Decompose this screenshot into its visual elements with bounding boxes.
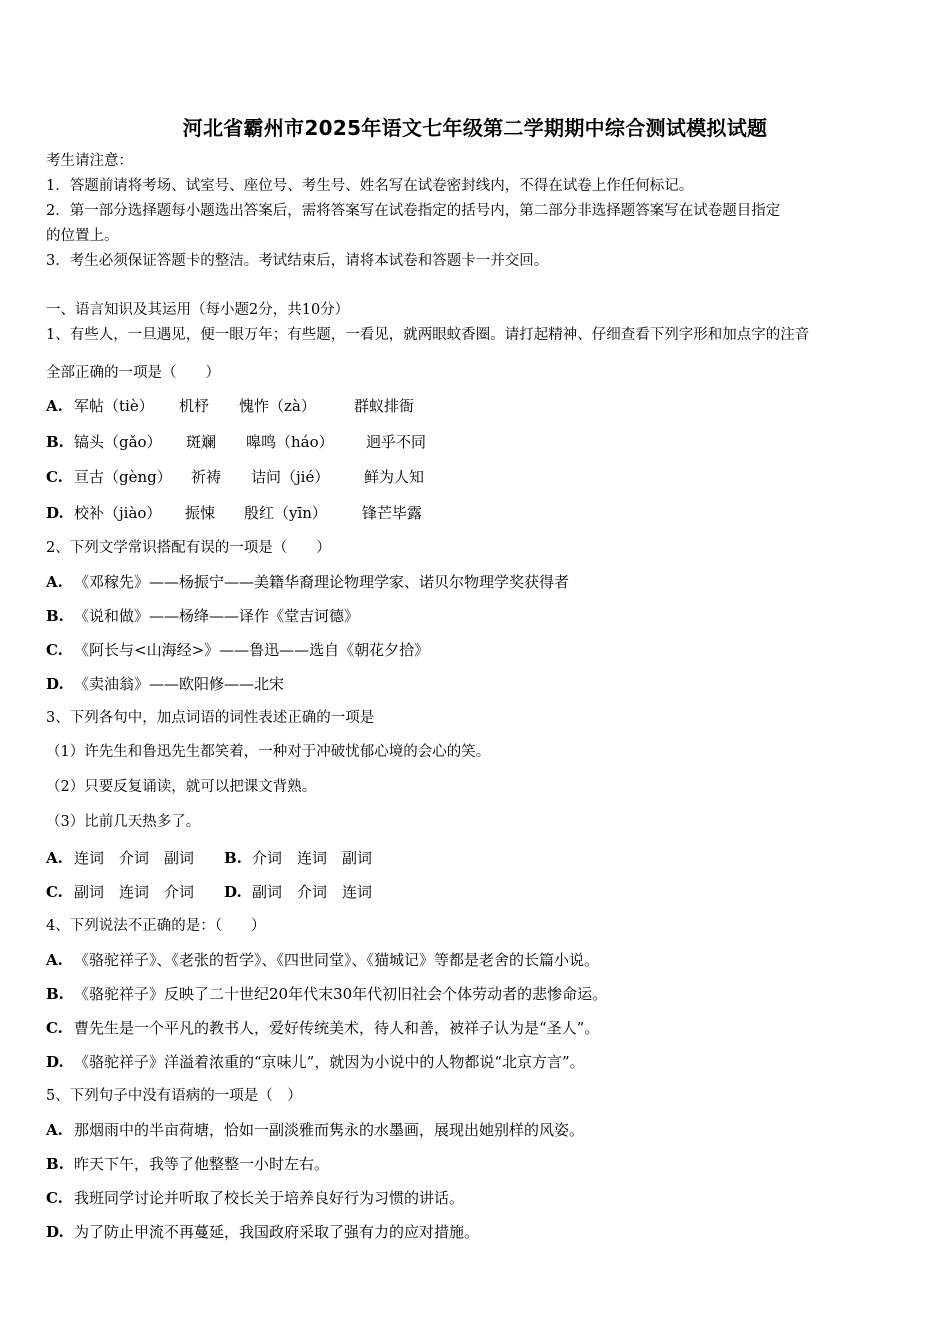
q2-option-a: [46, 572, 569, 592]
option-label: D.: [46, 1053, 64, 1071]
page-title: 河北省霸州市2025年语文七年级第二学期期中综合测试模拟试题: [182, 116, 768, 140]
option-label: A.: [46, 849, 63, 867]
option-label: D.: [46, 675, 64, 693]
option-text: 昨天下午，我等了他整整一小时左右。: [74, 1155, 330, 1173]
q2-option-b: [46, 606, 359, 626]
option-word: 镐头（gǎo）: [74, 433, 162, 451]
option-text: 《骆驼祥子》洋溢着浓重的“京味儿”，就因为小说中的人物都说“北京方言”。: [74, 1053, 585, 1071]
option-word: 迥乎不同: [366, 433, 427, 451]
option-text: 《邓稼先》——杨振宁——美籍华裔理论物理学家、诺贝尔物理学奖获得者: [74, 573, 570, 591]
option-label: B.: [46, 985, 64, 1003]
q1-stem-line-1: 1、有些人，一旦遇见，便一眼万年；有些题，一看见，就两眼蚊香圈。请打起精神、仔细查看下列字形和加点字的注音: [46, 327, 810, 343]
q1-option-b: [46, 432, 426, 452]
option-text: 副词 介词 连词: [252, 883, 373, 901]
option-word: 祈祷: [191, 468, 222, 486]
option-label: A.: [46, 573, 63, 591]
option-label: C.: [46, 1019, 63, 1037]
notice-item-1: 1．答题前请将考场、试室号、座位号、考生号、姓名写在试卷密封线内，不得在试卷上作任何标记。: [46, 178, 694, 194]
q3-sentence-1: （1）许先生和鲁迅先生都笑着，一种对于冲破忧郁心境的会心的笑。: [46, 744, 491, 760]
option-word: 机杼: [179, 397, 210, 415]
option-label: A.: [46, 951, 63, 969]
q3-options-ab: [46, 848, 372, 868]
option-label: C.: [46, 1189, 63, 1207]
q5-option-c: [46, 1188, 464, 1208]
option-text: 《骆驼祥子》反映了二十世纪20年代末30年代初旧社会个体劳动者的悲惨命运。: [74, 985, 608, 1003]
q2-option-c: [46, 640, 429, 660]
q3-sentence-2: （2）只要反复诵读，就可以把课文背熟。: [46, 779, 317, 795]
option-word: 斑斓: [186, 433, 217, 451]
option-text: 我班同学讨论并听取了校长关于培养良好行为习惯的讲话。: [74, 1189, 465, 1207]
q2-stem: 2、下列文学常识搭配有误的一项是（ ）: [46, 540, 331, 556]
section-heading: 一、语言知识及其运用（每小题2分，共10分）: [46, 302, 350, 318]
option-word: 群蚁排衙: [354, 397, 415, 415]
q1-option-c: [46, 467, 424, 487]
option-text: 《骆驼祥子》、《老张的哲学》、《四世同堂》、《猫城记》等都是老舍的长篇小说。: [74, 951, 600, 969]
q4-option-b: [46, 984, 607, 1004]
option-label: A.: [46, 1121, 63, 1139]
option-text: 曹先生是一个平凡的教书人，爱好传统美术，待人和善，被祥子认为是“圣人”。: [74, 1019, 600, 1037]
q3-stem: 3、下列各句中，加点词语的词性表述正确的一项是: [46, 710, 375, 726]
option-label: D.: [224, 883, 242, 901]
option-label: D.: [46, 504, 64, 522]
notice-heading: 考生请注意：: [46, 153, 133, 169]
option-label: C.: [46, 883, 63, 901]
option-text: 为了防止甲流不再蔓延，我国政府采取了强有力的应对措施。: [74, 1223, 480, 1241]
q1-option-a: [46, 396, 414, 416]
option-word: 诘问（jié）: [251, 468, 330, 486]
q2-option-d: [46, 674, 284, 694]
q5-stem: 5、下列句子中没有语病的一项是（ ）: [46, 1088, 302, 1104]
q4-option-c: [46, 1018, 599, 1038]
option-label: B.: [46, 607, 64, 625]
option-word: 愧怍（zà）: [239, 397, 316, 415]
q4-stem: 4、下列说法不正确的是：（ ）: [46, 918, 266, 934]
q4-option-d: [46, 1052, 585, 1072]
option-word: 振悚: [185, 504, 216, 522]
option-text: 介词 连词 副词: [252, 849, 373, 867]
option-text: 《阿长与<山海经>》——鲁迅——选自《朝花夕拾》: [74, 641, 430, 659]
option-word: 嗥鸣（háo）: [246, 433, 334, 451]
option-label: B.: [224, 849, 242, 867]
option-word: 鲜为人知: [364, 468, 425, 486]
notice-item-2-line-1: 2．第一部分选择题每小题选出答案后，需将答案写在试卷指定的括号内，第二部分非选择题答案写在试卷题目指定: [46, 203, 781, 219]
q5-option-b: [46, 1154, 329, 1174]
option-label: B.: [46, 433, 64, 451]
option-word: 亘古（gèng）: [74, 468, 172, 486]
notice-item-2-line-2: 的位置上。: [46, 228, 119, 244]
q4-option-a: [46, 950, 599, 970]
q1-option-d: [46, 503, 422, 523]
option-word: 校补（jiào）: [74, 504, 162, 522]
option-word: 锋芒毕露: [362, 504, 423, 522]
option-text: 副词 连词 介词: [74, 883, 195, 901]
option-label: C.: [46, 468, 63, 486]
option-text: 连词 介词 副词: [74, 849, 195, 867]
option-text: 《说和做》——杨绛——译作《堂吉诃德》: [74, 607, 360, 625]
option-text: 那烟雨中的半亩荷塘，恰如一副淡雅而隽永的水墨画，展现出她别样的风姿。: [74, 1121, 585, 1139]
q1-stem-line-2: 全部正确的一项是（ ）: [46, 365, 220, 381]
q5-option-d: [46, 1222, 479, 1242]
notice-item-3: 3．考生必须保证答题卡的整洁。考试结束后，请将本试卷和答题卡一并交回。: [46, 253, 549, 269]
q3-options-cd: [46, 882, 372, 902]
option-label: C.: [46, 641, 63, 659]
option-label: A.: [46, 397, 63, 415]
option-text: 《卖油翁》——欧阳修——北宋: [74, 675, 285, 693]
option-word: 殷红（yīn）: [244, 504, 327, 522]
q5-option-a: [46, 1120, 584, 1140]
q3-sentence-3: （3）比前几天热多了。: [46, 814, 201, 830]
option-label: D.: [46, 1223, 64, 1241]
option-label: B.: [46, 1155, 64, 1173]
option-word: 军帖（tiè）: [74, 397, 154, 415]
